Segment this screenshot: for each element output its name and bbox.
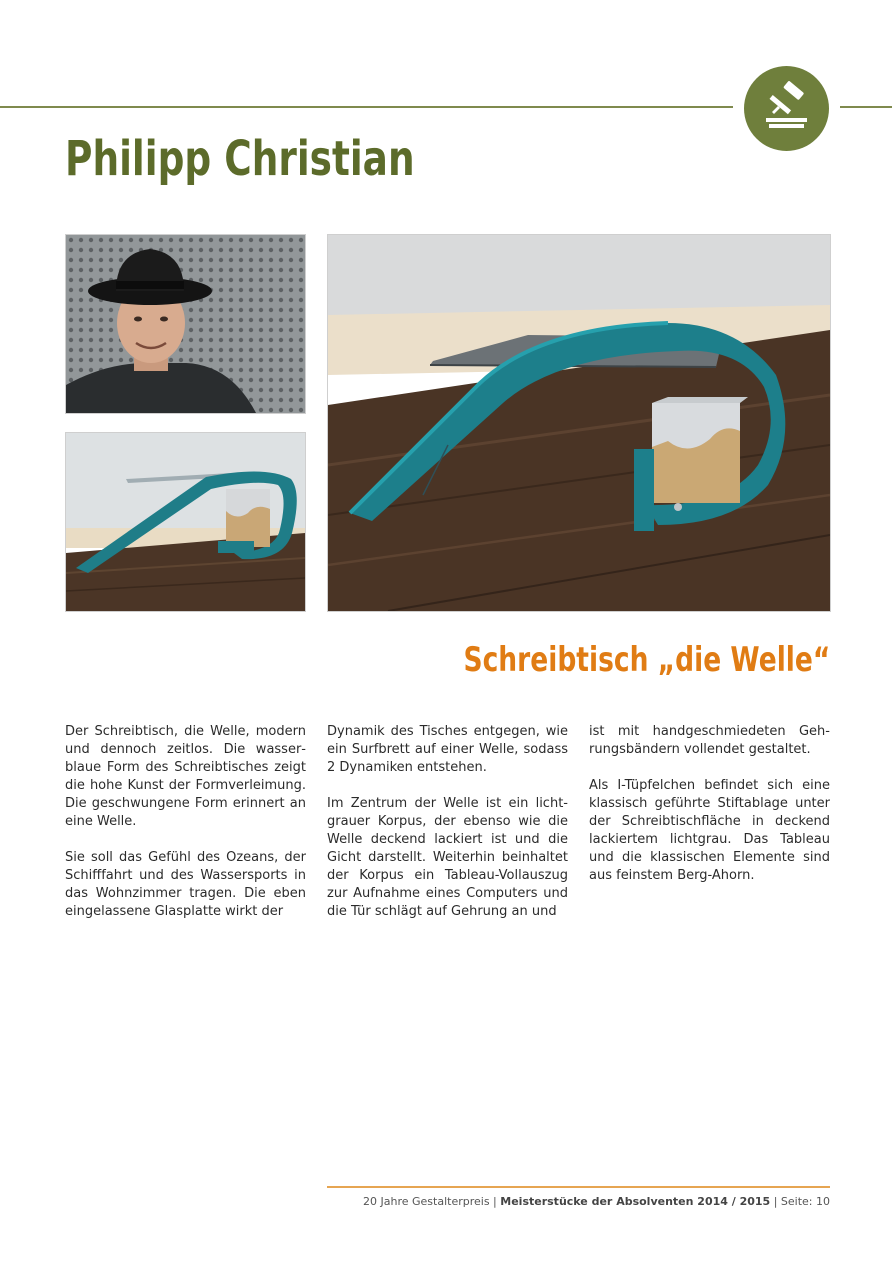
text-column-3 (589, 723, 830, 903)
footer-publication: Meisterstücke der Absolventen 2014 / 2015 (500, 1195, 771, 1208)
page-footer (363, 1194, 830, 1210)
desk-side-photo (65, 432, 306, 612)
footer-prefix: 20 Jahre Gestalterpreis | (363, 1195, 501, 1208)
carpenter-plane-hammer-icon (744, 66, 829, 151)
header-rule-left (0, 106, 733, 108)
paragraph: Dynamik des Tisches entgegen, wie ein Surfbrett auf einer Welle, sodass 2 Dynamiken entstehen. (327, 724, 568, 775)
category-badge (744, 66, 829, 151)
product-title: Schreibtisch „die Welle“ (463, 640, 830, 680)
paragraph: Im Zentrum der Welle ist ein lichtgrauer Korpus, der ebenso wie die Welle deckend lackiert ist und die Gicht darstellt. Weiterhin beinhaltet der Korpus ein Tableau-Vollauszug zur Aufnahme eines Computers und die Tür schlägt auf Gehrung an und (327, 796, 568, 919)
header-rule-right (840, 106, 892, 108)
paragraph: ist mit handgeschmiedeten Gehrungsbändern vollendet gestaltet. (589, 724, 830, 757)
paragraph: Als I-Tüpfelchen befindet sich eine klassisch geführte Stiftablage unter der Schreibtischfläche in deckend lackiertem lichtgrau. Das Tableau und die klassischen Elemente sind aus feinstem Berg-Ahorn. (589, 778, 830, 883)
desk-main-photo (327, 234, 831, 612)
paragraph: Der Schreibtisch, die Welle, modern und dennoch zeitlos. Die wasserblaue Form des Schreibtisches zeigt die hohe Kunst der Formverleimung. Die geschwungene Form erinnert an eine Welle. (65, 724, 306, 829)
page-title: Philipp Christian (65, 131, 415, 187)
paragraph: Sie soll das Gefühl des Ozeans, der Schifffahrt und des Wassersports in das Wohnzimmer tragen. Die eben eingelassene Glasplatte wirkt der (65, 850, 306, 919)
portrait-photo (65, 234, 306, 414)
text-column-2 (327, 723, 568, 939)
text-column-1 (65, 723, 306, 939)
footer-rule (327, 1186, 830, 1188)
footer-page: | Seite: 10 (770, 1195, 830, 1208)
